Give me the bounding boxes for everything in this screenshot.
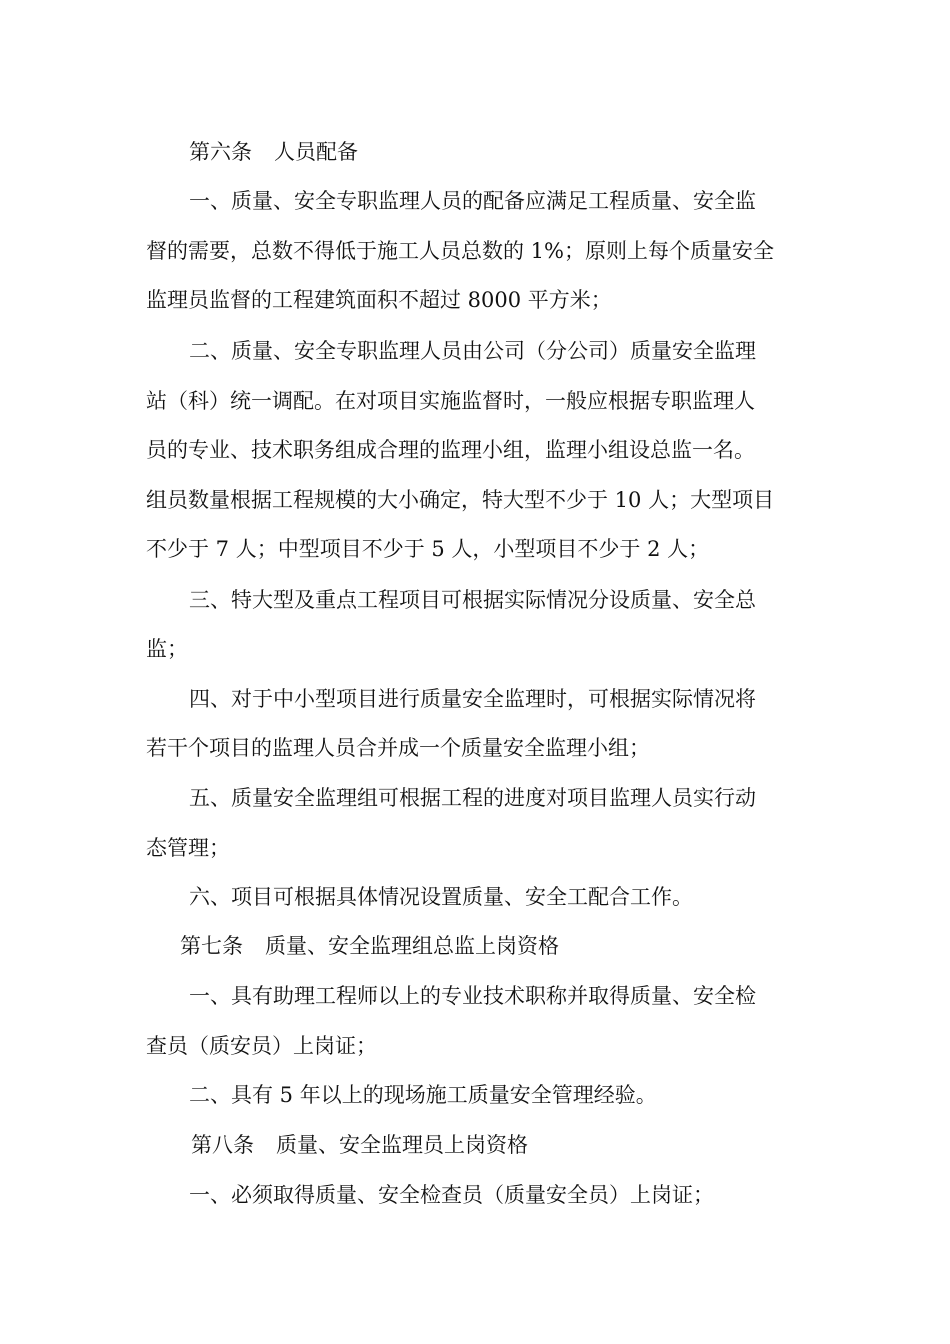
paragraph-line: 态管理； bbox=[146, 836, 230, 860]
article-number: 第八条 bbox=[191, 1133, 254, 1157]
paragraph-line: 一、质量、安全专职监理人员的配备应满足工程质量、安全监 bbox=[189, 189, 756, 213]
article-title: 质量、安全监理组总监上岗资格 bbox=[265, 934, 559, 958]
article-6-heading bbox=[189, 138, 358, 166]
paragraph-line: 组员数量根据工程规模的大小确定，特大型不少于 10 人；大型项目 bbox=[146, 488, 775, 512]
paragraph-line: 不少于 7 人；中型项目不少于 5 人，小型项目不少于 2 人； bbox=[146, 537, 710, 561]
article-number: 第七条 bbox=[180, 934, 243, 958]
article-title: 人员配备 bbox=[274, 140, 358, 164]
paragraph-line: 四、对于中小型项目进行质量安全监理时，可根据实际情况将 bbox=[189, 687, 756, 711]
paragraph-line: 三、特大型及重点工程项目可根据实际情况分设质量、安全总 bbox=[189, 588, 756, 612]
paragraph-line: 若干个项目的监理人员合并成一个质量安全监理小组； bbox=[146, 736, 650, 760]
paragraph-line: 五、质量安全监理组可根据工程的进度对项目监理人员实行动 bbox=[189, 786, 756, 810]
article-title: 质量、安全监理员上岗资格 bbox=[276, 1133, 528, 1157]
paragraph-line: 监； bbox=[146, 637, 188, 661]
paragraph-line: 一、具有助理工程师以上的专业技术职称并取得质量、安全检 bbox=[189, 984, 756, 1008]
paragraph-line: 一、必须取得质量、安全检查员（质量安全员）上岗证； bbox=[189, 1183, 714, 1207]
paragraph-line: 二、具有 5 年以上的现场施工质量安全管理经验。 bbox=[189, 1083, 657, 1107]
article-number: 第六条 bbox=[189, 140, 252, 164]
paragraph-line: 查员（质安员）上岗证； bbox=[146, 1034, 377, 1058]
paragraph-line: 员的专业、技术职务组成合理的监理小组，监理小组设总监一名。 bbox=[146, 438, 755, 462]
article-8-heading bbox=[191, 1131, 528, 1159]
paragraph-line: 站（科）统一调配。在对项目实施监督时，一般应根据专职监理人 bbox=[146, 389, 755, 413]
paragraph-line: 监理员监督的工程建筑面积不超过 8000 平方米； bbox=[146, 288, 612, 312]
paragraph-line: 督的需要，总数不得低于施工人员总数的 1%；原则上每个质量安全 bbox=[146, 239, 774, 263]
article-7-heading bbox=[180, 932, 559, 960]
paragraph-line: 二、质量、安全专职监理人员由公司（分公司）质量安全监理 bbox=[189, 339, 756, 363]
paragraph-line: 六、项目可根据具体情况设置质量、安全工配合工作。 bbox=[189, 885, 693, 909]
